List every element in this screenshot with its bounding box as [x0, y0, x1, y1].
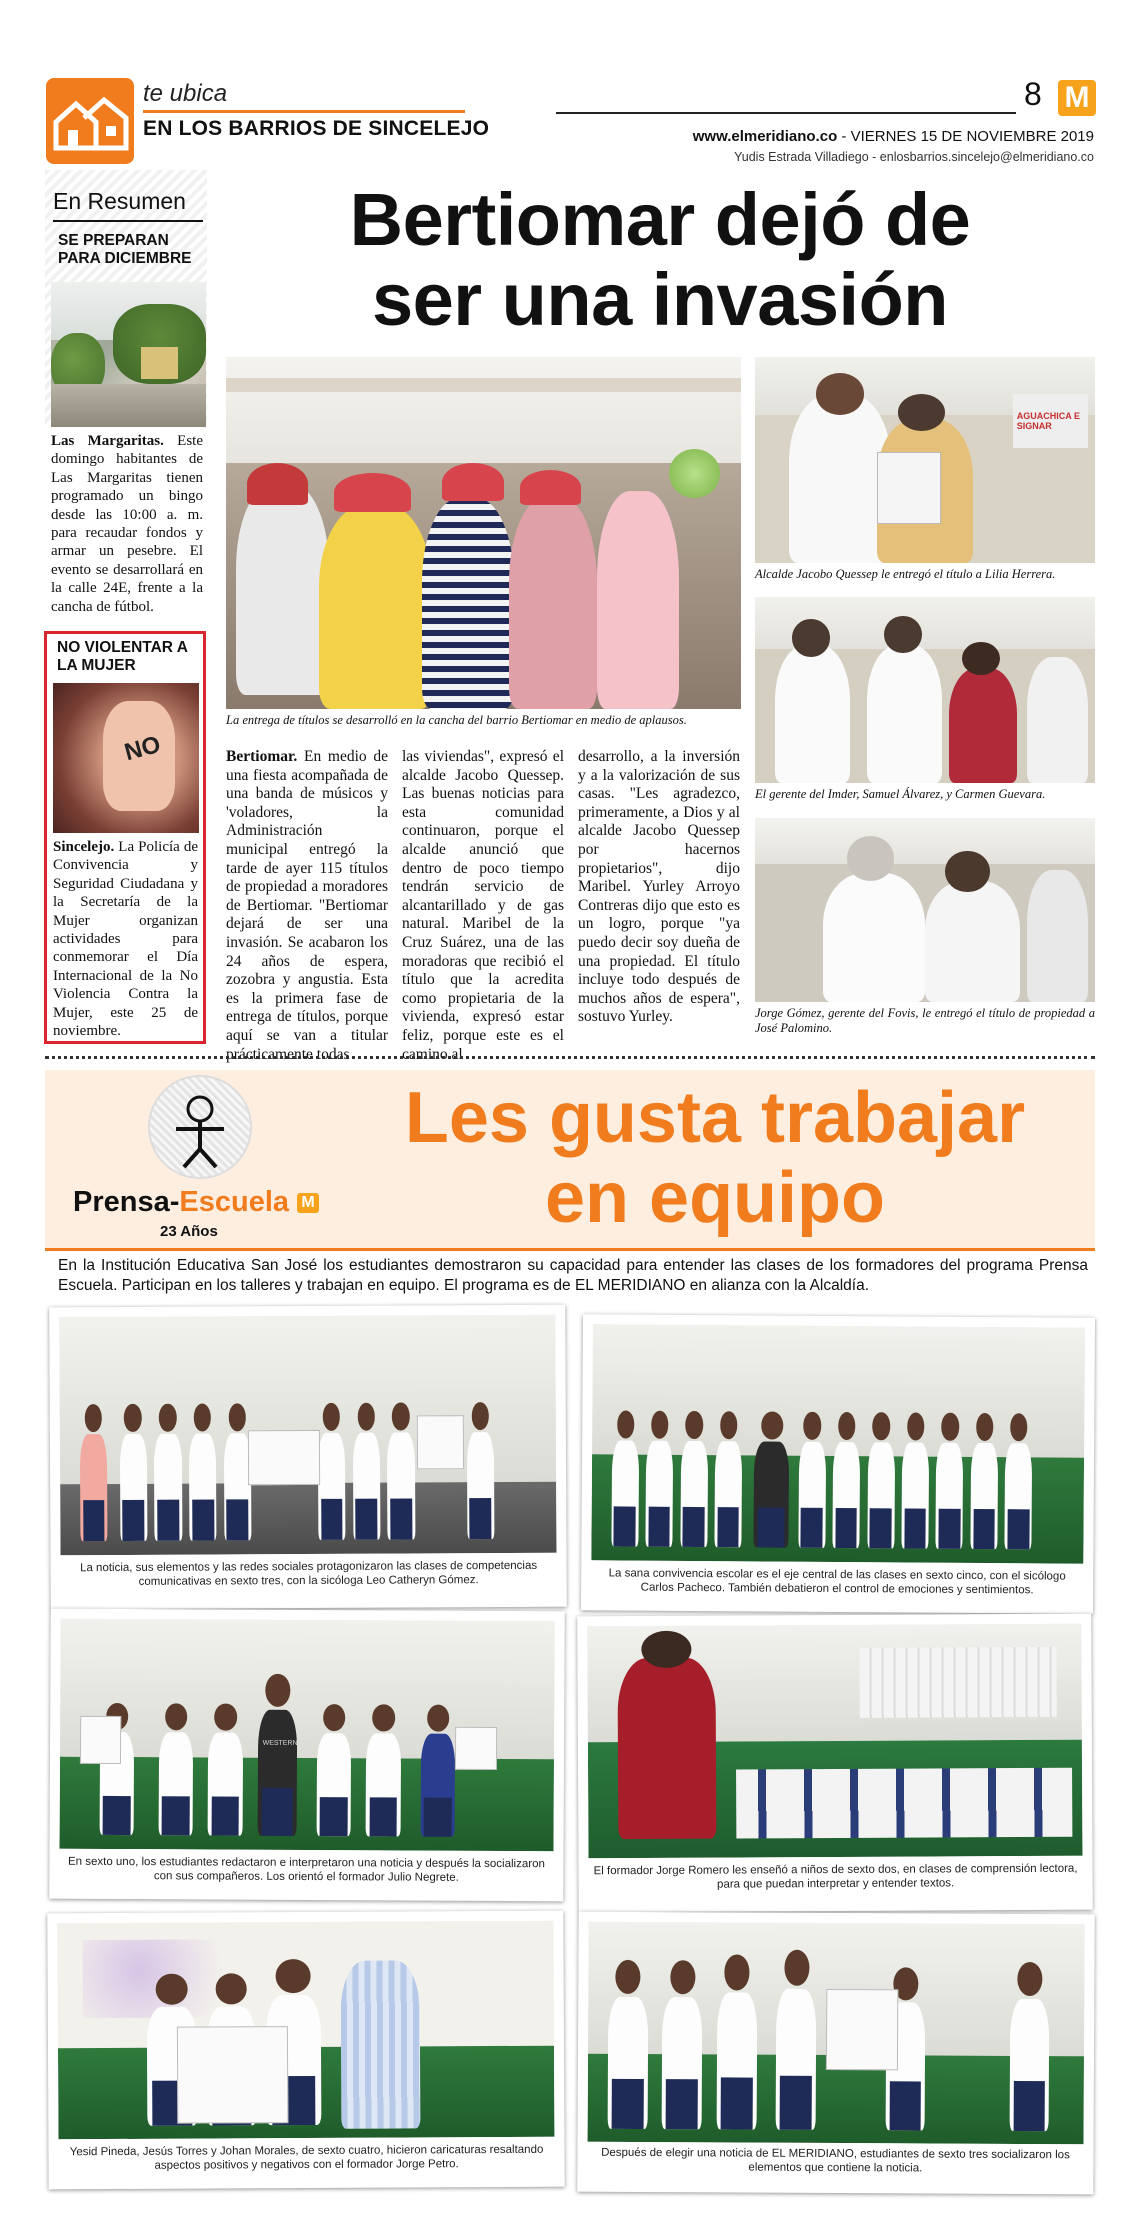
prensa-caption-6: Después de elegir una noticia de EL MERIDIANO, estudiantes de sexto tres socializaron los elementos que contiene la noticia. [601, 2146, 1070, 2175]
prensa-photo-card-2 [581, 1314, 1095, 1614]
main-photo-crowd [226, 357, 741, 709]
section-logo-icon [46, 78, 134, 164]
prensa-photo-3 [60, 1619, 555, 1852]
prensa-headline [340, 1078, 1090, 1238]
sidebar-lead-2: Sincelejo. [53, 839, 115, 855]
top-rule [556, 112, 1016, 114]
prensa-logo-badge: M [297, 1193, 319, 1213]
section-kicker: te ubica [143, 80, 228, 107]
kicker-rule [143, 110, 465, 113]
brand-logo [1058, 80, 1096, 116]
sidebar-text-1 [51, 432, 203, 616]
article-col-2: las viviendas", expresó el alcalde Jacobo Quessep. Las buenas noticias para esta comunidad continuaron, porque el alcalde anunció que dentro de poco tiempo tendrán servicio de alcantarillado y de gas natural. Maribel de la Cruz Suárez, una de las moradoras que recibió el título que la acredita como propietaria de la vivienda, expresó estar feliz, porque este es el camino al [402, 748, 564, 1063]
headline-line-1: Bertiomar dejó de [349, 178, 971, 261]
side-photo-1 [755, 357, 1095, 563]
prensa-caption-4: El formador Jorge Romero les enseñó a niños de sexto dos, en clases de comprensión lectora, para que puedan interpretar y entender textos. [593, 1862, 1078, 1891]
side-caption-3: Jorge Gómez, gerente del Fovis, le entregó el título de propiedad a José Palomino. [755, 1006, 1095, 1035]
article-col-3: desarrollo, a la inversión y a la valorización de sus casas. "Les agradezco, primeramente, a Dios y al alcalde Jacobo Quessep por hacernos propietarios", dijo Maribel. Yurley Arroyo Contreras dijo que esto es un logro, porque "ya puedo decir soy dueña de una propiedad. El título incluye todo después de muchos años de espera", sostuvo Yurley. [578, 748, 740, 1026]
prensa-caption-2: La sana convivencia escolar es el eje central de las clases en sexto cinco, con el sicólogo Carlos Pacheco. También debatieron el control de emociones y sentimientos. [608, 1567, 1066, 1597]
side-caption-1: Alcalde Jacobo Quessep le entregó el título a Lilia Herrera. [755, 567, 1056, 581]
prensa-photo-6 [588, 1922, 1085, 2145]
prensa-intro: En la Institución Educativa San José los estudiantes demostraron su capacidad para entender las clases de los formadores del programa Prensa Escuela. Participan en los talleres y trabajan en equipo. El programa es de EL MERIDIANO en alianza con la Alcaldía. [58, 1257, 1088, 1294]
page-number: 8 [1024, 76, 1042, 112]
sidebar-body-1: Este domingo habitantes de Las Margaritas tienen programado un bingo desde las 10:00 a. m. para recaudar fondos y armar un pesebre. El evento se desarrollará en la calle 24E, frente a la cancha de fútbol. [51, 433, 203, 615]
sidebar-lead-1: Las Margaritas. [51, 433, 164, 449]
prensa-caption-5: Yesid Pineda, Jesús Torres y Johan Morales, de sexto cuatro, hicieron caricaturas resaltando aspectos positivos y negativos con el formador Jorge Petro. [69, 2143, 544, 2172]
side-photo-3 [755, 818, 1095, 1002]
sidebar-body-2: La Policía de Convivencia y Seguridad Ciudadana y la Secretaría de la Mujer organizan actividades para conmemorar el Día Internacional de la No Violencia Contra la Mujer, este 25 de noviembre. [53, 839, 198, 1040]
prensa-photo-card-1 [49, 1305, 567, 1610]
prensa-photo-2 [591, 1324, 1085, 1563]
prensa-photo-4 [587, 1624, 1082, 1859]
sidebar-photo-street [51, 282, 206, 427]
side-caption-2: El gerente del Imder, Samuel Álvarez, y Carmen Guevara. [755, 787, 1046, 801]
sidebar-title: En Resumen [53, 188, 186, 214]
prensa-photo-card-5 [47, 1911, 564, 2190]
section-title: EN LOS BARRIOS DE SINCELEJO [143, 117, 490, 140]
sidebar-photo-hand [53, 683, 199, 833]
prensa-photo-5 [57, 1921, 554, 2140]
prensa-headline-line-1: Les gusta trabajar [404, 1078, 1026, 1158]
main-photo-caption: La entrega de títulos se desarrolló en la cancha del barrio Bertiomar en medio de aplausos. [226, 713, 687, 727]
site-url[interactable]: www.elmeridiano.co [692, 128, 838, 145]
prensa-photo-card-4 [577, 1614, 1093, 1913]
section-divider [45, 1056, 1095, 1059]
byline: Yudis Estrada Villadiego - enlosbarrios.sincelejo@elmeridiano.co [734, 150, 1094, 164]
prensa-headline-line-2: en equipo [545, 1158, 885, 1238]
hand-text: NO [121, 730, 164, 767]
prensa-photo-card-3 [49, 1609, 565, 1902]
side-photo-2 [755, 597, 1095, 783]
prensa-photo-1 [59, 1315, 556, 1556]
prensa-caption-1: La noticia, sus elementos y las redes sociales protagonizaron las clases de competencias comunicativas en sexto tres, con la sicóloga Leo Catheryn Gómez. [80, 1559, 538, 1588]
article-col-1 [226, 748, 388, 1064]
issue-date: - VIERNES 15 DE NOVIEMBRE 2019 [837, 128, 1094, 145]
prensa-photo-card-6 [577, 1912, 1094, 2195]
prensa-logo-prefix: Prensa- [73, 1186, 180, 1218]
article-headline [220, 180, 1100, 340]
prensa-mascot-icon [148, 1075, 252, 1179]
sidebar-headline-2: NO VIOLENTAR A LA MUJER [57, 639, 188, 674]
site-date [600, 128, 1094, 145]
prensa-logo [73, 1186, 319, 1219]
article-col-1-text: En medio de una fiesta acompañada de una banda de músicos y 'voladores, la Administración municipal entregó la tarde de ayer 115 títulos de propiedad a moradores de Bertiomar. "Bertiomar dejará de ser una invasión. Se acabaron los 24 años de espera, zozobra y angustia. Esta es la primera fase de entrega de títulos, porque aquí se van a titular prácticamente todas [226, 748, 388, 1063]
sidebar-headline-1: SE PREPARAN PARA DICIEMBRE [58, 232, 192, 267]
sidebar-text-2 [53, 838, 198, 1040]
side-photo-banner: AGUACHICA E SIGNAR [1016, 410, 1080, 431]
shirt-print: WESTERN [262, 1739, 298, 1747]
headline-line-2: ser una invasión [372, 258, 948, 341]
prensa-banner-rule [45, 1248, 1095, 1251]
brand-logo-letter: M [1064, 81, 1090, 114]
prensa-caption-3: En sexto uno, los estudiantes redactaron e interpretaron una noticia y después la socializaron con sus compañeros. Los orientó el formador Julio Negrete. [67, 1855, 545, 1884]
prensa-years: 23 Años [160, 1223, 218, 1240]
article-lead: Bertiomar. [226, 748, 298, 765]
prensa-logo-suffix: Escuela [179, 1186, 290, 1218]
sidebar-title-rule [53, 220, 203, 222]
